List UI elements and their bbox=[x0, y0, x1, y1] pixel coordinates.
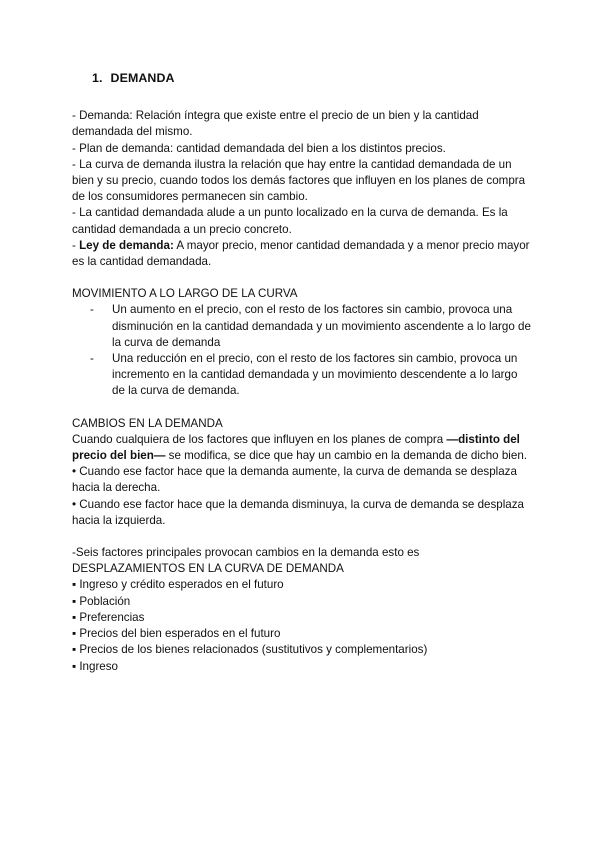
intro-line bbox=[72, 205, 532, 237]
paragraph-text: se modifica, se dice que hay un cambio en la demanda de dicho bien. bbox=[165, 449, 527, 463]
factors-intro: -Seis factores principales provocan cambios en la demanda esto es bbox=[72, 546, 420, 560]
list-item bbox=[72, 302, 532, 351]
factor-item: ▪ Población bbox=[72, 594, 131, 608]
changes-paragraph bbox=[72, 432, 532, 464]
intro-line bbox=[72, 141, 532, 157]
factor-item: ▪ Precios del bien esperados en el futuro bbox=[72, 627, 281, 641]
list-item-text: Una reducción en el precio, con el resto de los factores sin cambio, provoca un incremento en la cantidad demandada y un movimiento descendente a lo largo de la curva de demanda. bbox=[112, 352, 518, 398]
section-heading bbox=[92, 70, 532, 86]
movement-title: MOVIMIENTO A LO LARGO DE LA CURVA bbox=[72, 287, 298, 301]
dash-prefix: - bbox=[72, 238, 80, 252]
intro-text: La curva de demanda ilustra la relación que hay entre la cantidad demandada de un bien y su precio, cuando todos los demás factores que influyen en los planes de compra de los consumidores permanecen sin cambio. bbox=[72, 157, 526, 204]
factor-item: ▪ Ingreso bbox=[72, 659, 119, 673]
paragraph-text: Cuando cualquiera de los factores que influyen en los planes de compra bbox=[72, 432, 447, 446]
dash-bullet: - bbox=[90, 303, 94, 317]
intro-line bbox=[72, 157, 532, 206]
changes-section bbox=[72, 416, 532, 529]
dash-prefix: - bbox=[72, 157, 80, 171]
document-page bbox=[72, 70, 532, 675]
dash-prefix: - bbox=[72, 141, 80, 155]
intro-text: Demanda: Relación íntegra que existe entre el precio de un bien y la cantidad demandada del mismo. bbox=[72, 109, 479, 139]
bold-phrase: —distinto del precio del bien— bbox=[72, 432, 520, 463]
dash-bullet: - bbox=[90, 352, 94, 366]
dash-prefix: - bbox=[72, 206, 80, 220]
list-item-text: Un aumento en el precio, con el resto de los factores sin cambio, provoca una disminución en la cantidad demandada y un movimiento ascendente a lo largo de la curva de demanda bbox=[112, 303, 531, 349]
movement-list bbox=[72, 302, 532, 399]
intro-block bbox=[72, 108, 532, 270]
bullet-line: • Cuando ese factor hace que la demanda disminuya, la curva de demanda se desplaza hacia la izquierda. bbox=[72, 497, 524, 527]
changes-title: CAMBIOS EN LA DEMANDA bbox=[72, 416, 223, 430]
intro-line bbox=[72, 238, 532, 270]
factor-item: ▪ Preferencias bbox=[72, 610, 145, 624]
intro-line bbox=[72, 108, 532, 140]
section-title: DEMANDA bbox=[110, 71, 175, 85]
factor-item: ▪ Ingreso y crédito esperados en el futuro bbox=[72, 578, 284, 592]
intro-text: A mayor precio, menor cantidad demandada y a menor precio mayor es la cantidad demandada. bbox=[72, 238, 530, 269]
factor-item: ▪ Precios de los bienes relacionados (sustitutivos y complementarios) bbox=[72, 643, 428, 657]
list-item bbox=[72, 351, 532, 400]
factors-title: DESPLAZAMIENTOS EN LA CURVA DE DEMANDA bbox=[72, 562, 344, 576]
dash-prefix: - bbox=[72, 109, 80, 123]
law-of-demand-label: Ley de demanda: bbox=[79, 238, 174, 252]
intro-text: La cantidad demandada alude a un punto localizado en la curva de demanda. Es la cantidad demandada a un precio concreto. bbox=[72, 206, 508, 236]
section-number: 1. bbox=[92, 71, 103, 85]
factors-section bbox=[72, 545, 532, 675]
bullet-line: • Cuando ese factor hace que la demanda aumente, la curva de demanda se desplaza hacia la derecha. bbox=[72, 465, 517, 495]
movement-section bbox=[72, 286, 532, 399]
intro-text: Plan de demanda: cantidad demandada del bien a los distintos precios. bbox=[79, 141, 446, 155]
